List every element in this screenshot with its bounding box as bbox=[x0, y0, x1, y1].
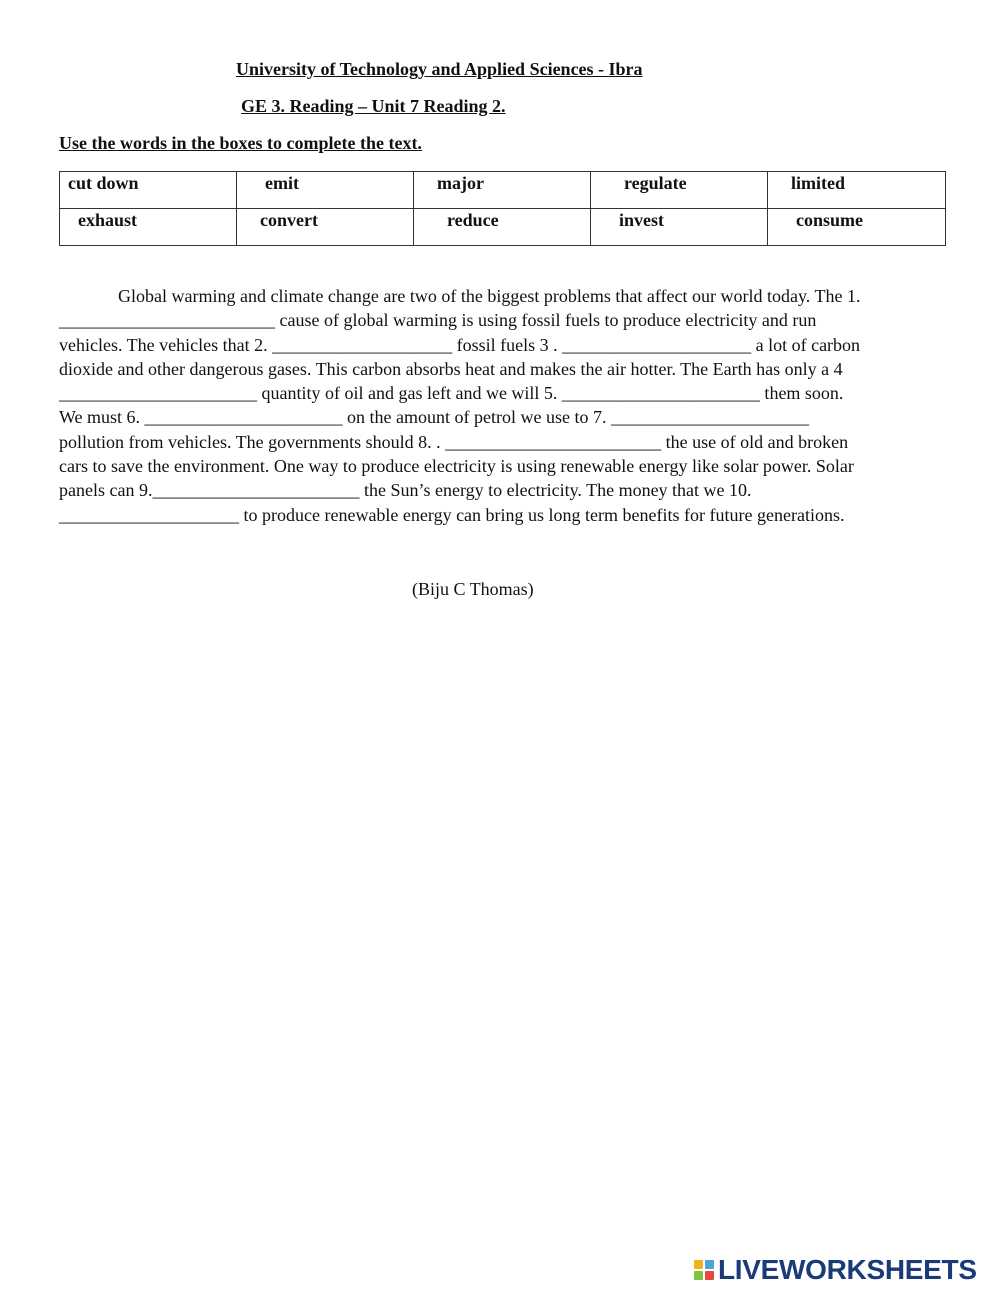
unit-title: GE 3. Reading – Unit 7 Reading 2. bbox=[241, 96, 506, 116]
word-box-row bbox=[60, 172, 946, 209]
passage-line: ____________________ to produce renewable energy can bring us long term benefits for future generations. bbox=[59, 504, 845, 525]
passage-line: ________________________ cause of global warming is using fossil fuels to produce electricity and run bbox=[59, 310, 817, 331]
brand-name: LIVEWORKSHEETS bbox=[718, 1254, 977, 1285]
logo-square bbox=[694, 1271, 703, 1280]
passage-line: cars to save the environment. One way to produce electricity is using renewable energy like solar power. Solar bbox=[59, 456, 854, 477]
word-cell: convert bbox=[237, 209, 414, 246]
logo-square bbox=[705, 1271, 714, 1280]
word-cell: limited bbox=[768, 172, 946, 209]
word-cell: emit bbox=[237, 172, 414, 209]
word-cell: consume bbox=[768, 209, 946, 246]
liveworksheets-logo-icon bbox=[694, 1260, 714, 1280]
passage-line: vehicles. The vehicles that 2. ____________________ fossil fuels 3 . _____________________ a lot of carbon bbox=[59, 334, 861, 355]
passage-line: dioxide and other dangerous gases. This carbon absorbs heat and makes the air hotter. The Earth has only a 4 bbox=[59, 358, 843, 379]
author-credit: (Biju C Thomas) bbox=[412, 579, 534, 599]
instruction-heading: Use the words in the boxes to complete the text. bbox=[59, 133, 422, 153]
word-box-row bbox=[60, 209, 946, 246]
institution-title: University of Technology and Applied Sciences - Ibra bbox=[236, 59, 643, 79]
passage-line: panels can 9._______________________ the Sun’s energy to electricity. The money that we 10. bbox=[59, 480, 752, 501]
passage-line: Global warming and climate change are two of the biggest problems that affect our world today. The 1. bbox=[118, 286, 861, 306]
logo-square bbox=[694, 1260, 703, 1269]
word-box-table bbox=[59, 171, 946, 246]
passage-line: ______________________ quantity of oil and gas left and we will 5. ______________________ them soon. bbox=[59, 383, 844, 404]
cloze-passage bbox=[59, 284, 939, 527]
word-cell: reduce bbox=[414, 209, 591, 246]
passage-line: pollution from vehicles. The governments should 8. . ________________________ the use of old and broken bbox=[59, 431, 849, 452]
word-cell: cut down bbox=[60, 172, 237, 209]
word-cell: major bbox=[414, 172, 591, 209]
logo-square bbox=[705, 1260, 714, 1269]
word-cell: exhaust bbox=[60, 209, 237, 246]
passage-line: We must 6. ______________________ on the amount of petrol we use to 7. ______________________ bbox=[59, 407, 809, 428]
word-cell: invest bbox=[591, 209, 768, 246]
word-cell: regulate bbox=[591, 172, 768, 209]
liveworksheets-brand[interactable] bbox=[694, 1255, 977, 1285]
